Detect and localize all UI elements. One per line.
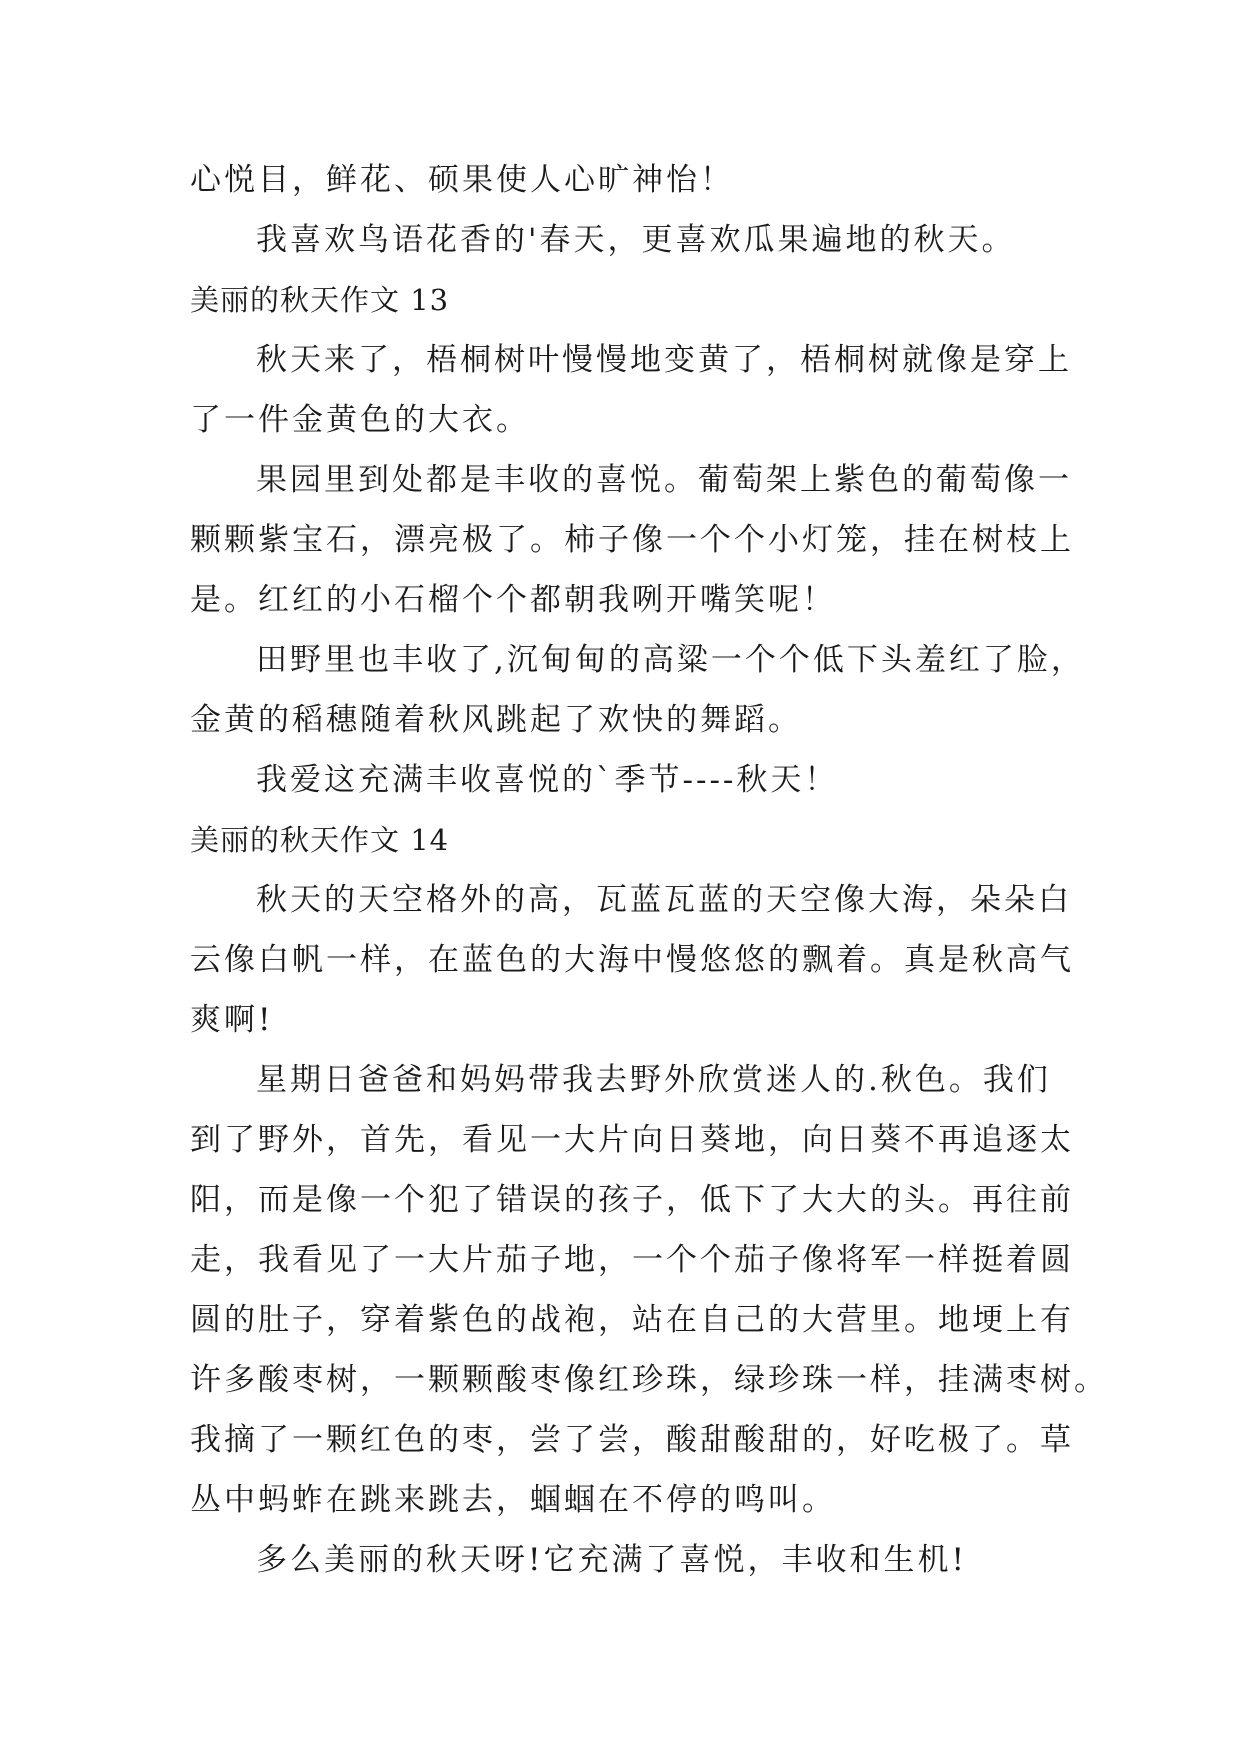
section-heading: 美丽的秋天作文 13: [190, 283, 450, 317]
text-line: 阳，而是像一个犯了错误的孩子，低下了大大的头。再往前: [190, 1182, 1074, 1218]
text-line: 了一件金黄色的大衣。: [190, 402, 530, 438]
paragraph-line: 秋天的天空格外的高，瓦蓝瓦蓝的天空像大海，朵朵白: [256, 882, 1072, 918]
text-line: 许多酸枣树，一颗颗酸枣像红珍珠，绿珍珠一样，挂满枣树。: [190, 1362, 1108, 1398]
text-line: 金黄的稻穗随着秋风跳起了欢快的舞蹈。: [190, 702, 802, 738]
text-line: 我摘了一颗红色的枣，尝了尝，酸甜酸甜的，好吃极了。草: [190, 1422, 1074, 1458]
text-line: 云像白帆一样，在蓝色的大海中慢悠悠的飘着。真是秋高气: [190, 942, 1074, 978]
text-line: 心悦目，鲜花、硕果使人心旷神怡！: [190, 162, 734, 198]
paragraph-line: 田野里也丰收了,沉甸甸的高粱一个个低下头羞红了脸，: [256, 642, 1085, 678]
text-line: 是。红红的小石榴个个都朝我咧开嘴笑呢！: [190, 582, 836, 618]
paragraph-line: 多么美丽的秋天呀!它充满了喜悦，丰收和生机!: [256, 1542, 967, 1578]
section-heading: 美丽的秋天作文 14: [190, 823, 450, 857]
paragraph-line: 果园里到处都是丰收的喜悦。葡萄架上紫色的葡萄像一: [256, 462, 1072, 498]
paragraph-line: 秋天来了，梧桐树叶慢慢地变黄了，梧桐树就像是穿上: [256, 342, 1072, 378]
text-line: 到了野外，首先，看见一大片向日葵地，向日葵不再追逐太: [190, 1122, 1074, 1158]
paragraph-line: 我爱这充满丰收喜悦的`季节----秋天！: [256, 762, 839, 798]
text-line: 爽啊!: [190, 1002, 274, 1038]
paragraph-line: 我喜欢鸟语花香的'春天，更喜欢瓜果遍地的秋天。: [256, 222, 1016, 258]
text-line: 丛中蚂蚱在跳来跳去，蝈蝈在不停的鸣叫。: [190, 1482, 836, 1518]
text-line: 颗颗紫宝石，漂亮极了。柿子像一个个小灯笼，挂在树枝上: [190, 522, 1074, 558]
paragraph-line: 星期日爸爸和妈妈带我去野外欣赏迷人的.秋色。我们: [256, 1062, 1051, 1098]
text-line: 走，我看见了一大片茄子地，一个个茄子像将军一样挺着圆: [190, 1242, 1074, 1278]
text-line: 圆的肚子，穿着紫色的战袍，站在自己的大营里。地埂上有: [190, 1302, 1074, 1338]
